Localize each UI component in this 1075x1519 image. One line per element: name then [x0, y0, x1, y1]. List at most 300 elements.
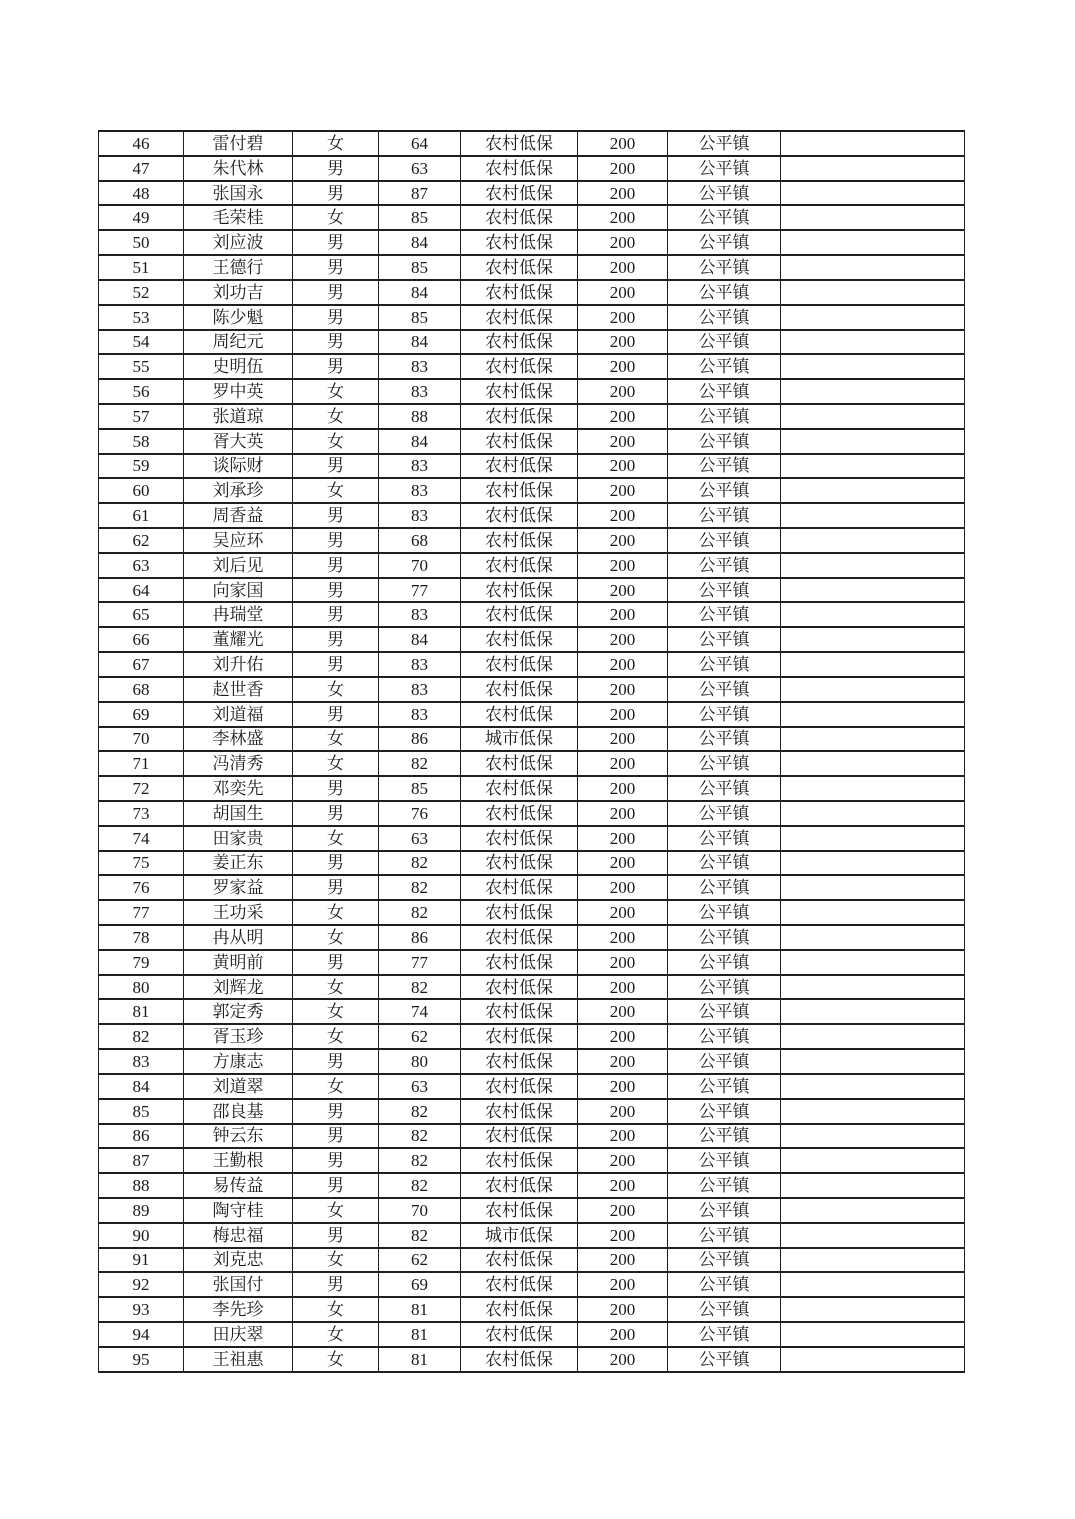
cell-age: 83	[379, 503, 461, 528]
cell-amount: 200	[578, 727, 668, 752]
cell-no: 72	[99, 776, 184, 801]
cell-amount: 200	[578, 851, 668, 876]
table-row	[99, 727, 965, 752]
cell-gender: 男	[293, 776, 379, 801]
cell-age: 63	[379, 826, 461, 851]
cell-type: 农村低保	[461, 702, 578, 727]
cell-name: 刘功吉	[184, 280, 293, 305]
cell-amount: 200	[578, 230, 668, 255]
cell-note	[781, 1198, 965, 1223]
cell-gender: 男	[293, 1124, 379, 1149]
cell-gender: 女	[293, 478, 379, 503]
cell-no: 89	[99, 1198, 184, 1223]
cell-age: 84	[379, 280, 461, 305]
cell-amount: 200	[578, 454, 668, 479]
cell-note	[781, 429, 965, 454]
cell-no: 90	[99, 1223, 184, 1248]
cell-no: 82	[99, 1024, 184, 1049]
cell-note	[781, 1049, 965, 1074]
cell-age: 85	[379, 205, 461, 230]
cell-age: 83	[379, 602, 461, 627]
cell-age: 85	[379, 255, 461, 280]
cell-gender: 男	[293, 454, 379, 479]
cell-type: 农村低保	[461, 131, 578, 156]
cell-age: 63	[379, 156, 461, 181]
table-row	[99, 801, 965, 826]
table-row	[99, 354, 965, 379]
table-row	[99, 1347, 965, 1372]
cell-amount: 200	[578, 875, 668, 900]
cell-type: 城市低保	[461, 727, 578, 752]
cell-type: 农村低保	[461, 627, 578, 652]
cell-name: 姜正东	[184, 851, 293, 876]
cell-age: 84	[379, 627, 461, 652]
cell-amount: 200	[578, 975, 668, 1000]
cell-age: 81	[379, 1322, 461, 1347]
cell-no: 63	[99, 553, 184, 578]
table-row	[99, 1297, 965, 1322]
cell-amount: 200	[578, 1223, 668, 1248]
cell-type: 农村低保	[461, 652, 578, 677]
cell-note	[781, 553, 965, 578]
cell-amount: 200	[578, 677, 668, 702]
cell-gender: 女	[293, 925, 379, 950]
cell-name: 王功采	[184, 900, 293, 925]
table-row	[99, 1322, 965, 1347]
cell-name: 王祖惠	[184, 1347, 293, 1372]
cell-town: 公平镇	[668, 1297, 781, 1322]
cell-town: 公平镇	[668, 826, 781, 851]
cell-no: 66	[99, 627, 184, 652]
cell-type: 农村低保	[461, 1148, 578, 1173]
table-row	[99, 851, 965, 876]
cell-age: 86	[379, 727, 461, 752]
cell-type: 农村低保	[461, 1272, 578, 1297]
cell-gender: 男	[293, 851, 379, 876]
cell-gender: 男	[293, 280, 379, 305]
cell-name: 张国付	[184, 1272, 293, 1297]
cell-gender: 女	[293, 1297, 379, 1322]
table-row	[99, 379, 965, 404]
cell-note	[781, 404, 965, 429]
cell-type: 农村低保	[461, 677, 578, 702]
cell-amount: 200	[578, 1173, 668, 1198]
table-row	[99, 702, 965, 727]
cell-note	[781, 776, 965, 801]
cell-no: 77	[99, 900, 184, 925]
cell-gender: 女	[293, 999, 379, 1024]
table-row	[99, 230, 965, 255]
cell-gender: 女	[293, 1074, 379, 1099]
cell-note	[781, 1074, 965, 1099]
cell-gender: 女	[293, 404, 379, 429]
cell-note	[781, 280, 965, 305]
cell-gender: 女	[293, 379, 379, 404]
cell-note	[781, 354, 965, 379]
table-row	[99, 875, 965, 900]
cell-type: 农村低保	[461, 826, 578, 851]
table-row	[99, 677, 965, 702]
cell-gender: 女	[293, 1248, 379, 1273]
cell-amount: 200	[578, 1322, 668, 1347]
cell-name: 陈少魁	[184, 305, 293, 330]
cell-note	[781, 478, 965, 503]
cell-no: 58	[99, 429, 184, 454]
cell-no: 71	[99, 751, 184, 776]
cell-town: 公平镇	[668, 1099, 781, 1124]
cell-gender: 男	[293, 528, 379, 553]
cell-no: 69	[99, 702, 184, 727]
cell-age: 84	[379, 429, 461, 454]
cell-town: 公平镇	[668, 602, 781, 627]
cell-age: 82	[379, 1223, 461, 1248]
cell-note	[781, 131, 965, 156]
cell-amount: 200	[578, 1099, 668, 1124]
cell-age: 83	[379, 379, 461, 404]
cell-age: 83	[379, 354, 461, 379]
cell-town: 公平镇	[668, 801, 781, 826]
cell-town: 公平镇	[668, 354, 781, 379]
cell-town: 公平镇	[668, 305, 781, 330]
cell-name: 田家贵	[184, 826, 293, 851]
cell-amount: 200	[578, 999, 668, 1024]
cell-gender: 女	[293, 975, 379, 1000]
cell-age: 83	[379, 702, 461, 727]
table-row	[99, 999, 965, 1024]
table-row	[99, 1099, 965, 1124]
cell-town: 公平镇	[668, 999, 781, 1024]
cell-age: 77	[379, 578, 461, 603]
cell-gender: 女	[293, 1347, 379, 1372]
cell-name: 李先珍	[184, 1297, 293, 1322]
cell-gender: 男	[293, 875, 379, 900]
cell-amount: 200	[578, 156, 668, 181]
cell-name: 张道琼	[184, 404, 293, 429]
cell-amount: 200	[578, 429, 668, 454]
cell-amount: 200	[578, 553, 668, 578]
cell-town: 公平镇	[668, 454, 781, 479]
cell-no: 84	[99, 1074, 184, 1099]
cell-type: 农村低保	[461, 205, 578, 230]
cell-town: 公平镇	[668, 553, 781, 578]
cell-amount: 200	[578, 1198, 668, 1223]
cell-name: 邓奕先	[184, 776, 293, 801]
cell-no: 47	[99, 156, 184, 181]
cell-amount: 200	[578, 776, 668, 801]
table-row	[99, 1148, 965, 1173]
cell-gender: 女	[293, 131, 379, 156]
cell-amount: 200	[578, 354, 668, 379]
cell-note	[781, 181, 965, 206]
cell-no: 64	[99, 578, 184, 603]
cell-note	[781, 1148, 965, 1173]
cell-name: 陶守桂	[184, 1198, 293, 1223]
cell-note	[781, 156, 965, 181]
cell-note	[781, 578, 965, 603]
cell-town: 公平镇	[668, 1124, 781, 1149]
cell-amount: 200	[578, 1024, 668, 1049]
cell-type: 农村低保	[461, 975, 578, 1000]
cell-name: 李林盛	[184, 727, 293, 752]
cell-town: 公平镇	[668, 1322, 781, 1347]
cell-name: 刘克忠	[184, 1248, 293, 1273]
cell-note	[781, 205, 965, 230]
cell-name: 周纪元	[184, 330, 293, 355]
cell-gender: 女	[293, 1322, 379, 1347]
cell-town: 公平镇	[668, 875, 781, 900]
cell-amount: 200	[578, 404, 668, 429]
table-row	[99, 776, 965, 801]
cell-no: 53	[99, 305, 184, 330]
cell-gender: 女	[293, 1024, 379, 1049]
cell-town: 公平镇	[668, 1347, 781, 1372]
cell-town: 公平镇	[668, 950, 781, 975]
cell-age: 84	[379, 330, 461, 355]
cell-type: 农村低保	[461, 404, 578, 429]
cell-no: 94	[99, 1322, 184, 1347]
cell-type: 农村低保	[461, 429, 578, 454]
cell-type: 农村低保	[461, 1099, 578, 1124]
cell-note	[781, 230, 965, 255]
cell-town: 公平镇	[668, 1223, 781, 1248]
cell-type: 农村低保	[461, 181, 578, 206]
table-row	[99, 280, 965, 305]
cell-age: 82	[379, 875, 461, 900]
table-row	[99, 131, 965, 156]
cell-gender: 男	[293, 230, 379, 255]
cell-no: 56	[99, 379, 184, 404]
cell-name: 罗家益	[184, 875, 293, 900]
cell-town: 公平镇	[668, 478, 781, 503]
cell-town: 公平镇	[668, 429, 781, 454]
cell-gender: 男	[293, 330, 379, 355]
cell-age: 70	[379, 1198, 461, 1223]
cell-town: 公平镇	[668, 851, 781, 876]
cell-type: 农村低保	[461, 875, 578, 900]
cell-age: 83	[379, 454, 461, 479]
cell-town: 公平镇	[668, 776, 781, 801]
cell-no: 75	[99, 851, 184, 876]
cell-town: 公平镇	[668, 131, 781, 156]
cell-amount: 200	[578, 1074, 668, 1099]
cell-no: 70	[99, 727, 184, 752]
cell-amount: 200	[578, 528, 668, 553]
cell-age: 81	[379, 1347, 461, 1372]
cell-amount: 200	[578, 181, 668, 206]
cell-town: 公平镇	[668, 503, 781, 528]
cell-no: 80	[99, 975, 184, 1000]
cell-amount: 200	[578, 330, 668, 355]
cell-name: 刘辉龙	[184, 975, 293, 1000]
cell-type: 农村低保	[461, 454, 578, 479]
cell-type: 农村低保	[461, 578, 578, 603]
cell-age: 63	[379, 1074, 461, 1099]
cell-type: 农村低保	[461, 801, 578, 826]
cell-note	[781, 851, 965, 876]
cell-type: 农村低保	[461, 1297, 578, 1322]
cell-name: 刘道福	[184, 702, 293, 727]
cell-note	[781, 652, 965, 677]
cell-age: 84	[379, 230, 461, 255]
table-row	[99, 255, 965, 280]
cell-name: 向家国	[184, 578, 293, 603]
table-row	[99, 1024, 965, 1049]
cell-town: 公平镇	[668, 255, 781, 280]
cell-age: 85	[379, 776, 461, 801]
cell-name: 董耀光	[184, 627, 293, 652]
cell-name: 赵世香	[184, 677, 293, 702]
cell-note	[781, 751, 965, 776]
cell-amount: 200	[578, 305, 668, 330]
cell-note	[781, 330, 965, 355]
cell-age: 77	[379, 950, 461, 975]
table-row	[99, 652, 965, 677]
cell-no: 92	[99, 1272, 184, 1297]
table-row	[99, 305, 965, 330]
cell-age: 83	[379, 652, 461, 677]
cell-no: 51	[99, 255, 184, 280]
cell-name: 胥大英	[184, 429, 293, 454]
cell-gender: 男	[293, 354, 379, 379]
cell-amount: 200	[578, 1248, 668, 1273]
cell-amount: 200	[578, 503, 668, 528]
table-row	[99, 1049, 965, 1074]
table-row	[99, 1124, 965, 1149]
cell-town: 公平镇	[668, 1148, 781, 1173]
cell-no: 76	[99, 875, 184, 900]
cell-no: 78	[99, 925, 184, 950]
cell-type: 农村低保	[461, 1347, 578, 1372]
cell-name: 田庆翠	[184, 1322, 293, 1347]
cell-type: 农村低保	[461, 950, 578, 975]
cell-town: 公平镇	[668, 578, 781, 603]
cell-no: 49	[99, 205, 184, 230]
cell-type: 农村低保	[461, 776, 578, 801]
cell-name: 郭定秀	[184, 999, 293, 1024]
cell-type: 农村低保	[461, 305, 578, 330]
cell-gender: 女	[293, 429, 379, 454]
table-row	[99, 751, 965, 776]
cell-note	[781, 305, 965, 330]
cell-note	[781, 677, 965, 702]
cell-type: 农村低保	[461, 255, 578, 280]
cell-no: 48	[99, 181, 184, 206]
cell-no: 50	[99, 230, 184, 255]
cell-note	[781, 528, 965, 553]
cell-age: 88	[379, 404, 461, 429]
cell-name: 冉从明	[184, 925, 293, 950]
cell-note	[781, 1124, 965, 1149]
cell-name: 张国永	[184, 181, 293, 206]
cell-town: 公平镇	[668, 751, 781, 776]
cell-type: 农村低保	[461, 1248, 578, 1273]
cell-town: 公平镇	[668, 1074, 781, 1099]
cell-note	[781, 826, 965, 851]
cell-amount: 200	[578, 925, 668, 950]
cell-gender: 男	[293, 1099, 379, 1124]
table-row	[99, 181, 965, 206]
cell-age: 82	[379, 1099, 461, 1124]
cell-name: 易传益	[184, 1173, 293, 1198]
cell-gender: 男	[293, 1272, 379, 1297]
table-row	[99, 1272, 965, 1297]
cell-age: 68	[379, 528, 461, 553]
cell-note	[781, 875, 965, 900]
cell-no: 95	[99, 1347, 184, 1372]
cell-amount: 200	[578, 900, 668, 925]
cell-note	[781, 702, 965, 727]
cell-amount: 200	[578, 950, 668, 975]
cell-note	[781, 627, 965, 652]
cell-type: 农村低保	[461, 900, 578, 925]
cell-no: 74	[99, 826, 184, 851]
table-row	[99, 1198, 965, 1223]
cell-type: 农村低保	[461, 156, 578, 181]
cell-amount: 200	[578, 379, 668, 404]
cell-age: 85	[379, 305, 461, 330]
cell-no: 67	[99, 652, 184, 677]
cell-note	[781, 255, 965, 280]
cell-name: 朱代林	[184, 156, 293, 181]
cell-type: 农村低保	[461, 1198, 578, 1223]
cell-type: 农村低保	[461, 602, 578, 627]
table-row	[99, 950, 965, 975]
table-row	[99, 975, 965, 1000]
cell-note	[781, 727, 965, 752]
cell-name: 王勤根	[184, 1148, 293, 1173]
cell-name: 王德行	[184, 255, 293, 280]
cell-amount: 200	[578, 131, 668, 156]
cell-gender: 男	[293, 702, 379, 727]
cell-name: 刘后见	[184, 553, 293, 578]
table-row	[99, 627, 965, 652]
cell-name: 周香益	[184, 503, 293, 528]
cell-name: 刘应波	[184, 230, 293, 255]
cell-age: 76	[379, 801, 461, 826]
cell-type: 农村低保	[461, 503, 578, 528]
cell-name: 刘升佑	[184, 652, 293, 677]
cell-amount: 200	[578, 578, 668, 603]
table-row	[99, 900, 965, 925]
cell-age: 62	[379, 1248, 461, 1273]
cell-type: 农村低保	[461, 925, 578, 950]
cell-type: 农村低保	[461, 751, 578, 776]
cell-note	[781, 999, 965, 1024]
cell-type: 农村低保	[461, 1322, 578, 1347]
cell-age: 64	[379, 131, 461, 156]
cell-no: 46	[99, 131, 184, 156]
cell-name: 钟云东	[184, 1124, 293, 1149]
cell-town: 公平镇	[668, 330, 781, 355]
cell-type: 农村低保	[461, 354, 578, 379]
cell-gender: 男	[293, 553, 379, 578]
cell-age: 81	[379, 1297, 461, 1322]
cell-age: 82	[379, 751, 461, 776]
cell-note	[781, 1024, 965, 1049]
cell-age: 62	[379, 1024, 461, 1049]
cell-no: 86	[99, 1124, 184, 1149]
table-row	[99, 205, 965, 230]
cell-gender: 男	[293, 1173, 379, 1198]
cell-no: 91	[99, 1248, 184, 1273]
cell-age: 82	[379, 851, 461, 876]
cell-amount: 200	[578, 205, 668, 230]
cell-amount: 200	[578, 602, 668, 627]
cell-town: 公平镇	[668, 1173, 781, 1198]
cell-amount: 200	[578, 627, 668, 652]
cell-note	[781, 1099, 965, 1124]
cell-name: 梅忠福	[184, 1223, 293, 1248]
